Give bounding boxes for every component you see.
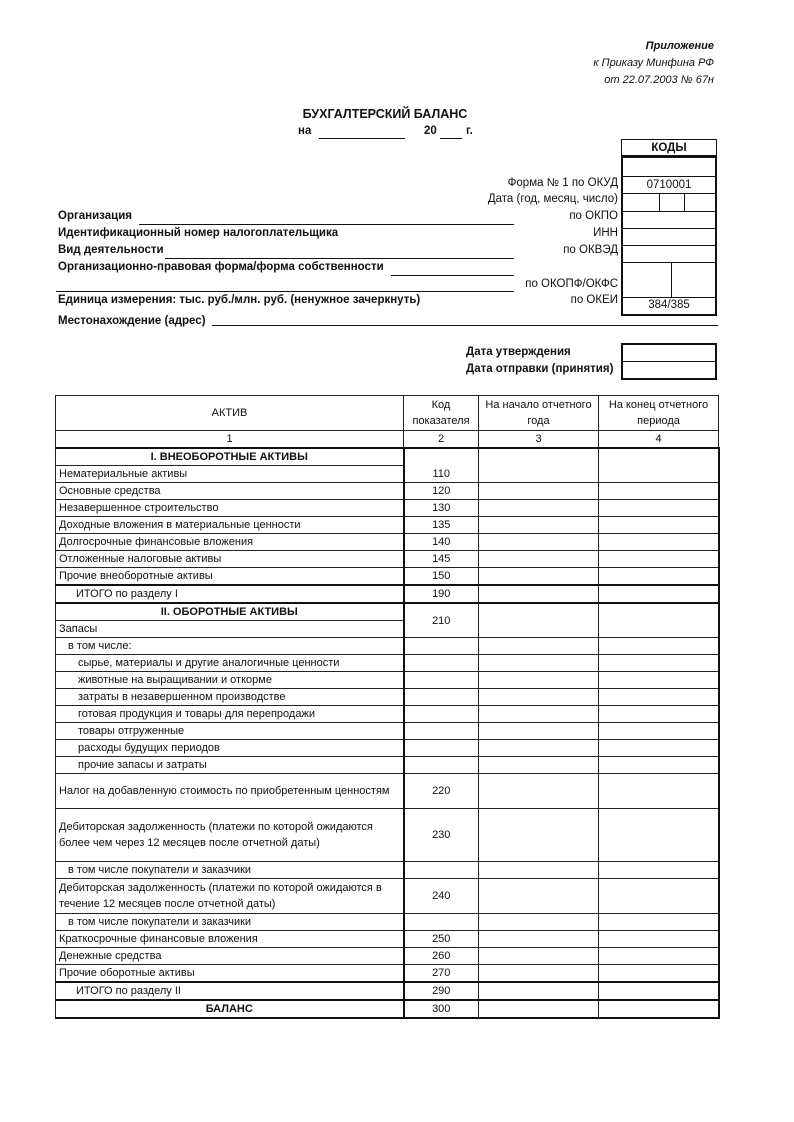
start-value-cell[interactable] [479, 448, 599, 483]
row-label: в том числе покупатели и заказчики [56, 862, 404, 879]
start-value-cell[interactable] [479, 774, 599, 809]
row-label: товары отгруженные [56, 723, 404, 740]
date-field[interactable] [319, 138, 405, 139]
row-label: Прочие оборотные активы [56, 965, 404, 983]
header-end: На конец отчетного периода [599, 396, 719, 431]
col-number-2: 2 [404, 431, 479, 449]
date-year-cell[interactable] [623, 194, 660, 211]
header-asset: АКТИВ [56, 396, 404, 431]
start-value-cell[interactable] [479, 551, 599, 568]
okpo-label: по ОКПО [569, 210, 618, 222]
col-number-1: 1 [56, 431, 404, 449]
row-label: сырье, материалы и другие аналогичные ценности [56, 655, 404, 672]
row-label: готовая продукция и товары для перепродажи [56, 706, 404, 723]
code-cell: 220 [404, 774, 479, 809]
end-value-cell[interactable] [599, 603, 719, 638]
start-value-cell[interactable] [479, 931, 599, 948]
table-row [56, 655, 719, 672]
table-header-row [56, 396, 719, 431]
table-row [56, 723, 719, 740]
start-value-cell[interactable] [479, 638, 599, 655]
approval-date-label: Дата утверждения [466, 346, 571, 358]
start-value-cell[interactable] [479, 483, 599, 500]
end-value-cell[interactable] [599, 914, 719, 931]
column-number-row [56, 431, 719, 449]
row-label: Незавершенное строительство [56, 500, 404, 517]
table-row [56, 568, 719, 586]
start-value-cell[interactable] [479, 879, 599, 914]
end-value-cell[interactable] [599, 965, 719, 983]
okei-label: по ОКЕИ [570, 294, 618, 306]
okved-code[interactable] [623, 246, 715, 263]
code-cell [404, 706, 479, 723]
activity-label: Вид деятельности [58, 244, 164, 256]
end-value-cell[interactable] [599, 551, 719, 568]
code-cell: 150 [404, 568, 479, 586]
activity-field[interactable] [165, 258, 514, 259]
appendix-note [593, 38, 714, 89]
okpo-code[interactable] [623, 212, 715, 229]
row-label: Долгосрочные финансовые вложения [56, 534, 404, 551]
table-row [56, 672, 719, 689]
row-label: Налог на добавленную стоимость по приобретенным ценностям [56, 774, 404, 809]
table-row [56, 809, 719, 862]
start-value-cell[interactable] [479, 655, 599, 672]
code-cell: 120 [404, 483, 479, 500]
date-month-cell[interactable] [660, 194, 685, 211]
row-label: прочие запасы и затраты [56, 757, 404, 774]
approval-dates-box [621, 343, 717, 380]
row-label: Отложенные налоговые активы [56, 551, 404, 568]
okei-code: 384/385 [648, 299, 690, 311]
row-label: Доходные вложения в материальные ценности [56, 517, 404, 534]
row-label: затраты в незавершенном производстве [56, 689, 404, 706]
table-row [56, 774, 719, 809]
end-value-cell[interactable] [599, 585, 719, 603]
end-value-cell[interactable] [599, 774, 719, 809]
end-value-cell[interactable] [599, 689, 719, 706]
inn-code-label: ИНН [593, 227, 618, 239]
end-value-cell[interactable] [599, 931, 719, 948]
code-cell: 230 [404, 809, 479, 862]
code-cell [404, 740, 479, 757]
code-cell [404, 757, 479, 774]
year-suffix: г. [466, 125, 473, 137]
start-value-cell[interactable] [479, 723, 599, 740]
end-value-cell[interactable] [599, 740, 719, 757]
start-value-cell[interactable] [479, 757, 599, 774]
year-field[interactable] [440, 138, 462, 139]
start-value-cell[interactable] [479, 672, 599, 689]
address-label: Местонахождение (адрес) [58, 315, 206, 327]
okud-code: 0710001 [623, 177, 715, 194]
row-label: животные на выращивании и откорме [56, 672, 404, 689]
code-cell: 110 [404, 448, 479, 483]
row-label: Денежные средства [56, 948, 404, 965]
end-value-cell[interactable] [599, 862, 719, 879]
end-value-cell[interactable] [599, 568, 719, 586]
unit-label: Единица измерения: тыс. руб./млн. руб. (ненужное зачеркнуть) [58, 294, 421, 306]
table-row [56, 740, 719, 757]
code-cell: 145 [404, 551, 479, 568]
section-header-row [56, 448, 719, 466]
start-value-cell[interactable] [479, 603, 599, 638]
end-value-cell[interactable] [599, 534, 719, 551]
start-value-cell[interactable] [479, 914, 599, 931]
code-cell: 260 [404, 948, 479, 965]
code-cell [404, 862, 479, 879]
end-value-cell[interactable] [599, 500, 719, 517]
row-label: Краткосрочные финансовые вложения [56, 931, 404, 948]
row-label: в том числе: [56, 638, 404, 655]
date-prefix: на [298, 125, 312, 137]
start-value-cell[interactable] [479, 517, 599, 534]
start-value-cell[interactable] [479, 948, 599, 965]
organization-label: Организация [58, 210, 132, 222]
end-value-cell[interactable] [599, 638, 719, 655]
address-field[interactable] [212, 325, 718, 326]
appendix-date: от 22.07.2003 № 67н [604, 74, 714, 86]
document-title: БУХГАЛТЕРСКИЙ БАЛАНС [302, 107, 468, 121]
table-row [56, 483, 719, 500]
end-value-cell[interactable] [599, 757, 719, 774]
okud-label: Форма № 1 по ОКУД [507, 177, 618, 189]
code-cell: 240 [404, 879, 479, 914]
header-code: Код показателя [404, 396, 479, 431]
total-row [56, 585, 719, 603]
table-row [56, 757, 719, 774]
end-value-cell[interactable] [599, 655, 719, 672]
code-cell [404, 655, 479, 672]
table-row [56, 931, 719, 948]
start-value-cell[interactable] [479, 862, 599, 879]
col-number-3: 3 [479, 431, 599, 449]
end-value-cell[interactable] [599, 723, 719, 740]
row-label: Дебиторская задолженность (платежи по которой ожидаются более чем через 12 месяцев после отчетной даты) [56, 809, 404, 862]
table-row [56, 879, 719, 914]
row-label: Нематериальные активы [56, 466, 404, 483]
table-row [56, 551, 719, 568]
code-cell [404, 914, 479, 931]
code-cell: 300 [404, 1000, 479, 1018]
code-cell [404, 672, 479, 689]
code-cell: 140 [404, 534, 479, 551]
table-row [56, 517, 719, 534]
okved-label: по ОКВЭД [563, 244, 618, 256]
inn-code[interactable] [623, 229, 715, 246]
code-cell: 250 [404, 931, 479, 948]
end-value-cell[interactable] [599, 1000, 719, 1018]
sending-date-field[interactable] [623, 362, 715, 378]
start-value-cell[interactable] [479, 689, 599, 706]
inn-label: Идентификационный номер налогоплательщика [58, 227, 339, 239]
start-value-cell[interactable] [479, 1000, 599, 1018]
section-2-title: II. ОБОРОТНЫЕ АКТИВЫ [56, 603, 404, 621]
row-label: в том числе покупатели и заказчики [56, 914, 404, 931]
okopf-code-cells [623, 263, 715, 298]
table-row [56, 965, 719, 983]
row-label: Прочие внеоборотные активы [56, 568, 404, 586]
header-start: На начало отчетного года [479, 396, 599, 431]
end-value-cell[interactable] [599, 483, 719, 500]
appendix-title: Приложение [645, 40, 714, 52]
end-value-cell[interactable] [599, 879, 719, 914]
sending-date-label: Дата отправки (принятия) [466, 363, 614, 375]
okfs-cell[interactable] [672, 263, 715, 297]
table-row [56, 914, 719, 931]
table-row [56, 948, 719, 965]
end-value-cell[interactable] [599, 672, 719, 689]
legal-form-field-2[interactable] [56, 291, 514, 292]
section-1-title: I. ВНЕОБОРОТНЫЕ АКТИВЫ [56, 448, 404, 466]
table-row [56, 706, 719, 723]
row-label: Запасы [56, 621, 404, 638]
start-value-cell[interactable] [479, 982, 599, 1000]
code-cell: 270 [404, 965, 479, 983]
year-prefix: 20 [424, 125, 437, 137]
code-cell: 210 [404, 603, 479, 638]
end-value-cell[interactable] [599, 448, 719, 483]
end-value-cell[interactable] [599, 948, 719, 965]
table-row [56, 534, 719, 551]
table-row [56, 638, 719, 655]
code-cell [404, 723, 479, 740]
start-value-cell[interactable] [479, 534, 599, 551]
row-label: расходы будущих периодов [56, 740, 404, 757]
row-label: Основные средства [56, 483, 404, 500]
code-cell: 135 [404, 517, 479, 534]
start-value-cell[interactable] [479, 809, 599, 862]
row-label: ИТОГО по разделу II [56, 982, 404, 1000]
start-value-cell[interactable] [479, 585, 599, 603]
end-value-cell[interactable] [599, 517, 719, 534]
end-value-cell[interactable] [599, 706, 719, 723]
date-day-cell[interactable] [685, 194, 715, 211]
codes-box [621, 139, 717, 316]
legal-form-label: Организационно-правовая форма/форма собственности [58, 261, 384, 273]
legal-form-field[interactable] [391, 275, 514, 276]
date-code-label: Дата (год, месяц, число) [487, 193, 618, 205]
row-label: ИТОГО по разделу I [56, 585, 404, 603]
code-cell [404, 689, 479, 706]
code-cell: 130 [404, 500, 479, 517]
balance-table [55, 395, 720, 1019]
total-row [56, 982, 719, 1000]
start-value-cell[interactable] [479, 965, 599, 983]
balance-label: БАЛАНС [56, 1000, 404, 1018]
code-cell: 290 [404, 982, 479, 1000]
organization-field[interactable] [139, 224, 514, 225]
start-value-cell[interactable] [479, 706, 599, 723]
table-row [56, 500, 719, 517]
start-value-cell[interactable] [479, 568, 599, 586]
start-value-cell[interactable] [479, 740, 599, 757]
okopf-label: по ОКОПФ/ОКФС [525, 278, 618, 290]
start-value-cell[interactable] [479, 500, 599, 517]
codes-header: КОДЫ [621, 139, 717, 156]
end-value-cell[interactable] [599, 809, 719, 862]
table-row [56, 862, 719, 879]
okopf-cell[interactable] [623, 263, 672, 297]
code-cell [404, 638, 479, 655]
col-number-4: 4 [599, 431, 719, 449]
appendix-order: к Приказу Минфина РФ [593, 57, 714, 69]
date-code-cells [623, 194, 715, 212]
end-value-cell[interactable] [599, 982, 719, 1000]
table-row [56, 689, 719, 706]
balance-row [56, 1000, 719, 1018]
code-cell: 190 [404, 585, 479, 603]
approval-date-field[interactable] [623, 345, 715, 362]
section-header-row [56, 603, 719, 621]
row-label: Дебиторская задолженность (платежи по которой ожидаются в течение 12 месяцев после отчетной даты) [56, 879, 404, 914]
codes-blank-cell[interactable] [623, 158, 715, 177]
